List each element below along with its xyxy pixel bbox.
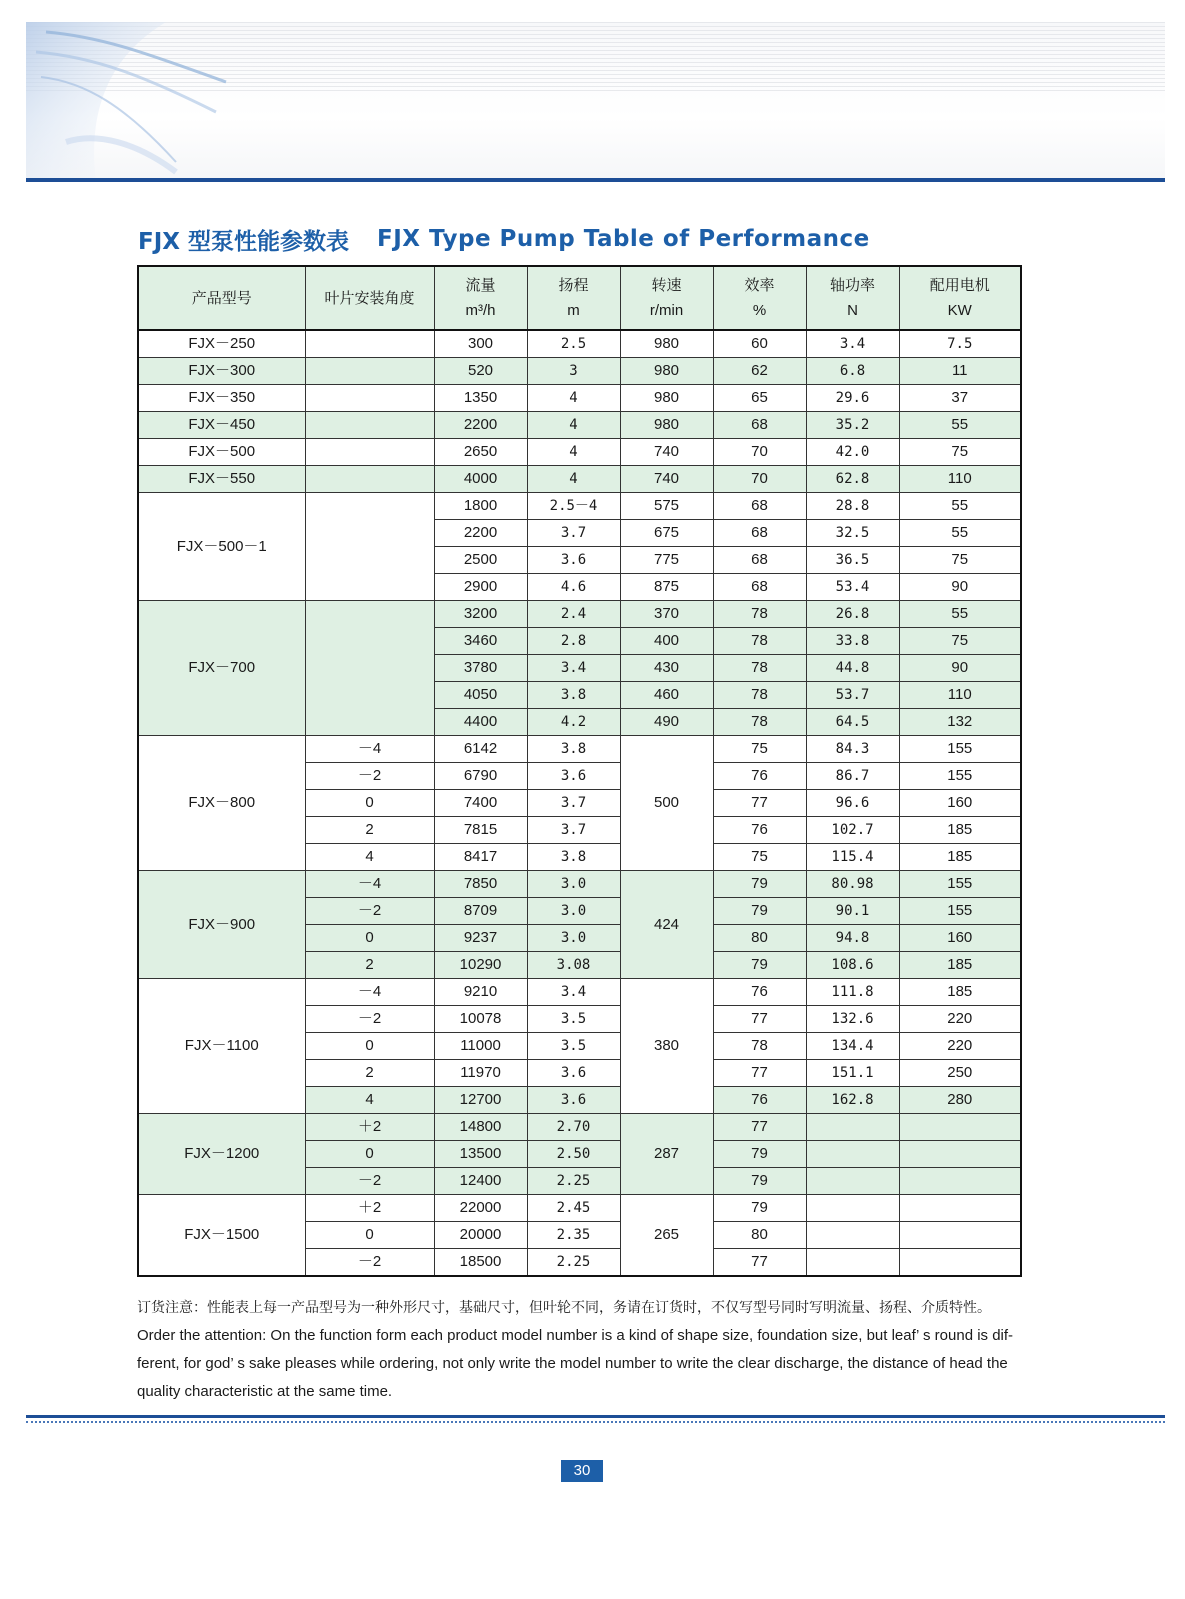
cell-head: 4 <box>527 412 620 439</box>
cell-motor: 110 <box>899 466 1021 493</box>
cell-model: FJX－250 <box>138 330 305 358</box>
cell-head: 4 <box>527 385 620 412</box>
cell-shaft-power: 6.8 <box>806 358 899 385</box>
cell-angle: ＋2 <box>305 1195 434 1222</box>
cell-head: 3.8 <box>527 736 620 763</box>
cell-angle: 4 <box>305 1087 434 1114</box>
cell-flow: 9237 <box>434 925 527 952</box>
cell-angle: －2 <box>305 1168 434 1195</box>
cell-shaft-power <box>806 1222 899 1249</box>
cell-efficiency: 79 <box>713 952 806 979</box>
cell-motor: 155 <box>899 763 1021 790</box>
cell-shaft-power <box>806 1249 899 1277</box>
cell-angle <box>305 439 434 466</box>
table-row <box>138 358 1021 385</box>
cell-flow: 8709 <box>434 898 527 925</box>
cell-motor: 110 <box>899 682 1021 709</box>
cell-head: 2.25 <box>527 1168 620 1195</box>
cell-motor: 220 <box>899 1006 1021 1033</box>
cell-flow: 3460 <box>434 628 527 655</box>
cell-model: FJX－1200 <box>138 1114 305 1195</box>
cell-shaft-power: 42.0 <box>806 439 899 466</box>
cell-shaft-power: 33.8 <box>806 628 899 655</box>
cell-flow: 22000 <box>434 1195 527 1222</box>
cell-angle <box>305 330 434 358</box>
order-note-chinese: 订货注意：性能表上每一产品型号为一种外形尺寸，基础尺寸，但叶轮不同，务请在订货时，不仅写型号同时写明流量、扬程、介质特性。 <box>137 1300 991 1316</box>
cell-flow: 12700 <box>434 1087 527 1114</box>
cell-head: 3 <box>527 358 620 385</box>
table-row <box>138 1195 1021 1222</box>
cell-head: 3.5 <box>527 1006 620 1033</box>
cell-efficiency: 75 <box>713 736 806 763</box>
table-row <box>138 493 1021 520</box>
cell-motor: 7.5 <box>899 330 1021 358</box>
cell-head: 2.25 <box>527 1249 620 1277</box>
cell-motor <box>899 1222 1021 1249</box>
cell-model: FJX－500－1 <box>138 493 305 601</box>
page-title <box>138 222 870 256</box>
cell-efficiency: 78 <box>713 655 806 682</box>
cell-model: FJX－550 <box>138 466 305 493</box>
cell-speed: 740 <box>620 466 713 493</box>
cell-flow: 11970 <box>434 1060 527 1087</box>
cell-angle <box>305 466 434 493</box>
header-angle: 叶片安装角度 <box>305 266 434 330</box>
cell-shaft-power: 28.8 <box>806 493 899 520</box>
cell-shaft-power: 162.8 <box>806 1087 899 1114</box>
cell-flow: 2500 <box>434 547 527 574</box>
cell-motor: 155 <box>899 736 1021 763</box>
cell-efficiency: 78 <box>713 682 806 709</box>
cell-motor: 132 <box>899 709 1021 736</box>
cell-efficiency: 76 <box>713 1087 806 1114</box>
cell-head: 3.7 <box>527 817 620 844</box>
header-efficiency: 效率 % <box>713 266 806 330</box>
cell-head: 3.8 <box>527 682 620 709</box>
cell-shaft-power: 32.5 <box>806 520 899 547</box>
table-row <box>138 979 1021 1006</box>
cell-motor: 160 <box>899 790 1021 817</box>
cell-speed: 424 <box>620 871 713 979</box>
cell-shaft-power: 80.98 <box>806 871 899 898</box>
table-row <box>138 601 1021 628</box>
cell-speed: 980 <box>620 412 713 439</box>
cell-angle: －2 <box>305 898 434 925</box>
header-flow: 流量 m³/h <box>434 266 527 330</box>
cell-flow: 10290 <box>434 952 527 979</box>
cell-shaft-power <box>806 1114 899 1141</box>
cell-motor: 90 <box>899 574 1021 601</box>
cell-efficiency: 60 <box>713 330 806 358</box>
cell-speed: 265 <box>620 1195 713 1277</box>
order-note-english-line-2: ferent, for god’ s sake pleases while ordering, not only write the model number to write the clear discharge, the distance of head the <box>137 1355 1008 1372</box>
cell-flow: 9210 <box>434 979 527 1006</box>
cell-head: 2.5 <box>527 330 620 358</box>
cell-motor: 55 <box>899 493 1021 520</box>
cell-shaft-power: 29.6 <box>806 385 899 412</box>
cell-flow: 7400 <box>434 790 527 817</box>
cell-shaft-power <box>806 1141 899 1168</box>
cell-motor: 75 <box>899 547 1021 574</box>
cell-motor: 185 <box>899 952 1021 979</box>
cell-efficiency: 68 <box>713 520 806 547</box>
cell-shaft-power: 151.1 <box>806 1060 899 1087</box>
header-shaft-power: 轴功率 N <box>806 266 899 330</box>
cell-head: 3.0 <box>527 871 620 898</box>
cell-efficiency: 68 <box>713 412 806 439</box>
cell-shaft-power: 84.3 <box>806 736 899 763</box>
cell-angle: 0 <box>305 1141 434 1168</box>
cell-angle <box>305 601 434 736</box>
header-speed: 转速 r/min <box>620 266 713 330</box>
cell-motor: 185 <box>899 817 1021 844</box>
cell-shaft-power <box>806 1168 899 1195</box>
cell-efficiency: 78 <box>713 628 806 655</box>
cell-shaft-power: 96.6 <box>806 790 899 817</box>
cell-head: 3.6 <box>527 1087 620 1114</box>
cell-efficiency: 65 <box>713 385 806 412</box>
cell-speed: 575 <box>620 493 713 520</box>
cell-flow: 2200 <box>434 412 527 439</box>
cell-flow: 7850 <box>434 871 527 898</box>
cell-head: 4.2 <box>527 709 620 736</box>
cell-angle: －4 <box>305 871 434 898</box>
cell-head: 3.08 <box>527 952 620 979</box>
cell-efficiency: 77 <box>713 1114 806 1141</box>
header-swirl-graphic <box>26 22 326 182</box>
cell-flow: 6142 <box>434 736 527 763</box>
cell-motor <box>899 1168 1021 1195</box>
cell-angle: 0 <box>305 1033 434 1060</box>
cell-angle <box>305 493 434 601</box>
cell-shaft-power: 134.4 <box>806 1033 899 1060</box>
table-row <box>138 412 1021 439</box>
cell-shaft-power: 94.8 <box>806 925 899 952</box>
cell-shaft-power: 53.7 <box>806 682 899 709</box>
cell-model: FJX－700 <box>138 601 305 736</box>
cell-speed: 675 <box>620 520 713 547</box>
cell-efficiency: 79 <box>713 1195 806 1222</box>
cell-flow: 13500 <box>434 1141 527 1168</box>
cell-motor: 160 <box>899 925 1021 952</box>
table-row <box>138 871 1021 898</box>
cell-flow: 2200 <box>434 520 527 547</box>
cell-angle: 0 <box>305 1222 434 1249</box>
cell-head: 2.50 <box>527 1141 620 1168</box>
table-row <box>138 385 1021 412</box>
cell-angle: 0 <box>305 925 434 952</box>
cell-efficiency: 79 <box>713 871 806 898</box>
cell-head: 2.70 <box>527 1114 620 1141</box>
cell-flow: 2900 <box>434 574 527 601</box>
cell-angle <box>305 412 434 439</box>
cell-angle: －2 <box>305 763 434 790</box>
cell-head: 4 <box>527 439 620 466</box>
cell-speed: 430 <box>620 655 713 682</box>
cell-motor: 75 <box>899 628 1021 655</box>
cell-head: 3.6 <box>527 1060 620 1087</box>
header-head: 扬程 m <box>527 266 620 330</box>
cell-shaft-power: 64.5 <box>806 709 899 736</box>
footer-rule <box>26 1415 1165 1418</box>
cell-shaft-power: 111.8 <box>806 979 899 1006</box>
cell-angle: －2 <box>305 1249 434 1277</box>
cell-model: FJX－500 <box>138 439 305 466</box>
cell-head: 4 <box>527 466 620 493</box>
cell-speed: 875 <box>620 574 713 601</box>
cell-model: FJX－900 <box>138 871 305 979</box>
cell-speed: 775 <box>620 547 713 574</box>
cell-motor: 75 <box>899 439 1021 466</box>
table-row <box>138 330 1021 358</box>
cell-model: FJX－350 <box>138 385 305 412</box>
cell-flow: 6790 <box>434 763 527 790</box>
cell-flow: 2650 <box>434 439 527 466</box>
cell-shaft-power: 102.7 <box>806 817 899 844</box>
cell-flow: 7815 <box>434 817 527 844</box>
cell-efficiency: 79 <box>713 1168 806 1195</box>
header-model: 产品型号 <box>138 266 305 330</box>
cell-angle: 2 <box>305 1060 434 1087</box>
cell-angle: 4 <box>305 844 434 871</box>
cell-efficiency: 77 <box>713 1060 806 1087</box>
cell-head: 3.4 <box>527 979 620 1006</box>
cell-efficiency: 78 <box>713 601 806 628</box>
cell-angle: ＋2 <box>305 1114 434 1141</box>
table-row <box>138 439 1021 466</box>
cell-efficiency: 76 <box>713 979 806 1006</box>
cell-efficiency: 77 <box>713 1249 806 1277</box>
cell-shaft-power: 3.4 <box>806 330 899 358</box>
title-chinese: FJX 型泵性能参数表 <box>138 228 350 255</box>
cell-angle: －4 <box>305 979 434 1006</box>
cell-angle: －2 <box>305 1006 434 1033</box>
cell-flow: 18500 <box>434 1249 527 1277</box>
cell-head: 3.7 <box>527 520 620 547</box>
cell-motor: 11 <box>899 358 1021 385</box>
cell-shaft-power: 26.8 <box>806 601 899 628</box>
cell-head: 3.5 <box>527 1033 620 1060</box>
cell-speed: 287 <box>620 1114 713 1195</box>
cell-efficiency: 70 <box>713 439 806 466</box>
cell-head: 3.6 <box>527 763 620 790</box>
cell-efficiency: 77 <box>713 1006 806 1033</box>
cell-speed: 980 <box>620 330 713 358</box>
cell-shaft-power: 108.6 <box>806 952 899 979</box>
cell-efficiency: 76 <box>713 817 806 844</box>
table-row <box>138 466 1021 493</box>
cell-motor: 185 <box>899 844 1021 871</box>
cell-head: 2.8 <box>527 628 620 655</box>
cell-flow: 12400 <box>434 1168 527 1195</box>
cell-shaft-power: 62.8 <box>806 466 899 493</box>
cell-speed: 740 <box>620 439 713 466</box>
cell-speed: 490 <box>620 709 713 736</box>
cell-efficiency: 79 <box>713 898 806 925</box>
cell-model: FJX－800 <box>138 736 305 871</box>
cell-flow: 20000 <box>434 1222 527 1249</box>
cell-motor: 55 <box>899 412 1021 439</box>
footer-dotted-rule <box>26 1421 1165 1423</box>
cell-head: 3.7 <box>527 790 620 817</box>
cell-shaft-power: 90.1 <box>806 898 899 925</box>
header-banner <box>26 22 1165 182</box>
cell-efficiency: 68 <box>713 493 806 520</box>
cell-motor: 185 <box>899 979 1021 1006</box>
cell-efficiency: 80 <box>713 925 806 952</box>
cell-motor: 90 <box>899 655 1021 682</box>
cell-flow: 4050 <box>434 682 527 709</box>
cell-flow: 14800 <box>434 1114 527 1141</box>
cell-head: 3.4 <box>527 655 620 682</box>
cell-angle: 2 <box>305 817 434 844</box>
cell-speed: 980 <box>620 358 713 385</box>
cell-angle <box>305 385 434 412</box>
cell-shaft-power: 86.7 <box>806 763 899 790</box>
title-english: FJX Type Pump Table of Performance <box>377 226 870 252</box>
cell-head: 3.8 <box>527 844 620 871</box>
cell-model: FJX－1500 <box>138 1195 305 1277</box>
cell-motor <box>899 1114 1021 1141</box>
cell-motor <box>899 1195 1021 1222</box>
table-row <box>138 736 1021 763</box>
order-note-english-line-3: quality characteristic at the same time. <box>137 1383 393 1400</box>
cell-speed: 370 <box>620 601 713 628</box>
header-rule <box>26 178 1165 182</box>
cell-motor <box>899 1249 1021 1277</box>
cell-motor: 155 <box>899 898 1021 925</box>
cell-angle: －4 <box>305 736 434 763</box>
header-motor: 配用电机 KW <box>899 266 1021 330</box>
cell-efficiency: 80 <box>713 1222 806 1249</box>
cell-efficiency: 77 <box>713 790 806 817</box>
cell-flow: 300 <box>434 330 527 358</box>
cell-speed: 460 <box>620 682 713 709</box>
cell-flow: 11000 <box>434 1033 527 1060</box>
performance-table <box>137 265 1022 1277</box>
order-note <box>137 1294 1042 1406</box>
cell-flow: 1800 <box>434 493 527 520</box>
cell-motor: 37 <box>899 385 1021 412</box>
cell-motor <box>899 1141 1021 1168</box>
cell-flow: 10078 <box>434 1006 527 1033</box>
cell-speed: 500 <box>620 736 713 871</box>
cell-angle <box>305 358 434 385</box>
cell-motor: 55 <box>899 520 1021 547</box>
cell-motor: 250 <box>899 1060 1021 1087</box>
cell-shaft-power: 115.4 <box>806 844 899 871</box>
cell-motor: 220 <box>899 1033 1021 1060</box>
cell-motor: 155 <box>899 871 1021 898</box>
cell-efficiency: 68 <box>713 547 806 574</box>
cell-efficiency: 70 <box>713 466 806 493</box>
cell-model: FJX－300 <box>138 358 305 385</box>
cell-head: 2.45 <box>527 1195 620 1222</box>
page-number: 30 <box>561 1460 603 1482</box>
table-row <box>138 1114 1021 1141</box>
cell-head: 2.4 <box>527 601 620 628</box>
cell-flow: 4400 <box>434 709 527 736</box>
cell-model: FJX－450 <box>138 412 305 439</box>
cell-shaft-power: 44.8 <box>806 655 899 682</box>
cell-head: 4.6 <box>527 574 620 601</box>
cell-head: 3.0 <box>527 925 620 952</box>
cell-flow: 8417 <box>434 844 527 871</box>
cell-flow: 520 <box>434 358 527 385</box>
cell-motor: 280 <box>899 1087 1021 1114</box>
cell-motor: 55 <box>899 601 1021 628</box>
cell-head: 3.6 <box>527 547 620 574</box>
cell-efficiency: 78 <box>713 1033 806 1060</box>
cell-shaft-power <box>806 1195 899 1222</box>
cell-speed: 400 <box>620 628 713 655</box>
cell-head: 2.5－4 <box>527 493 620 520</box>
cell-flow: 3200 <box>434 601 527 628</box>
cell-shaft-power: 132.6 <box>806 1006 899 1033</box>
cell-flow: 3780 <box>434 655 527 682</box>
cell-speed: 980 <box>620 385 713 412</box>
cell-efficiency: 79 <box>713 1141 806 1168</box>
cell-flow: 4000 <box>434 466 527 493</box>
cell-head: 3.0 <box>527 898 620 925</box>
cell-efficiency: 78 <box>713 709 806 736</box>
cell-shaft-power: 35.2 <box>806 412 899 439</box>
cell-angle: 0 <box>305 790 434 817</box>
cell-speed: 380 <box>620 979 713 1114</box>
cell-efficiency: 75 <box>713 844 806 871</box>
cell-model: FJX－1100 <box>138 979 305 1114</box>
cell-flow: 1350 <box>434 385 527 412</box>
cell-shaft-power: 36.5 <box>806 547 899 574</box>
cell-angle: 2 <box>305 952 434 979</box>
cell-head: 2.35 <box>527 1222 620 1249</box>
cell-efficiency: 76 <box>713 763 806 790</box>
cell-efficiency: 68 <box>713 574 806 601</box>
cell-shaft-power: 53.4 <box>806 574 899 601</box>
cell-efficiency: 62 <box>713 358 806 385</box>
order-note-english-line-1: Order the attention: On the function form each product model number is a kind of shape size, foundation size, but leaf’ s round is dif- <box>137 1327 1014 1344</box>
table-header-row <box>138 266 1021 330</box>
